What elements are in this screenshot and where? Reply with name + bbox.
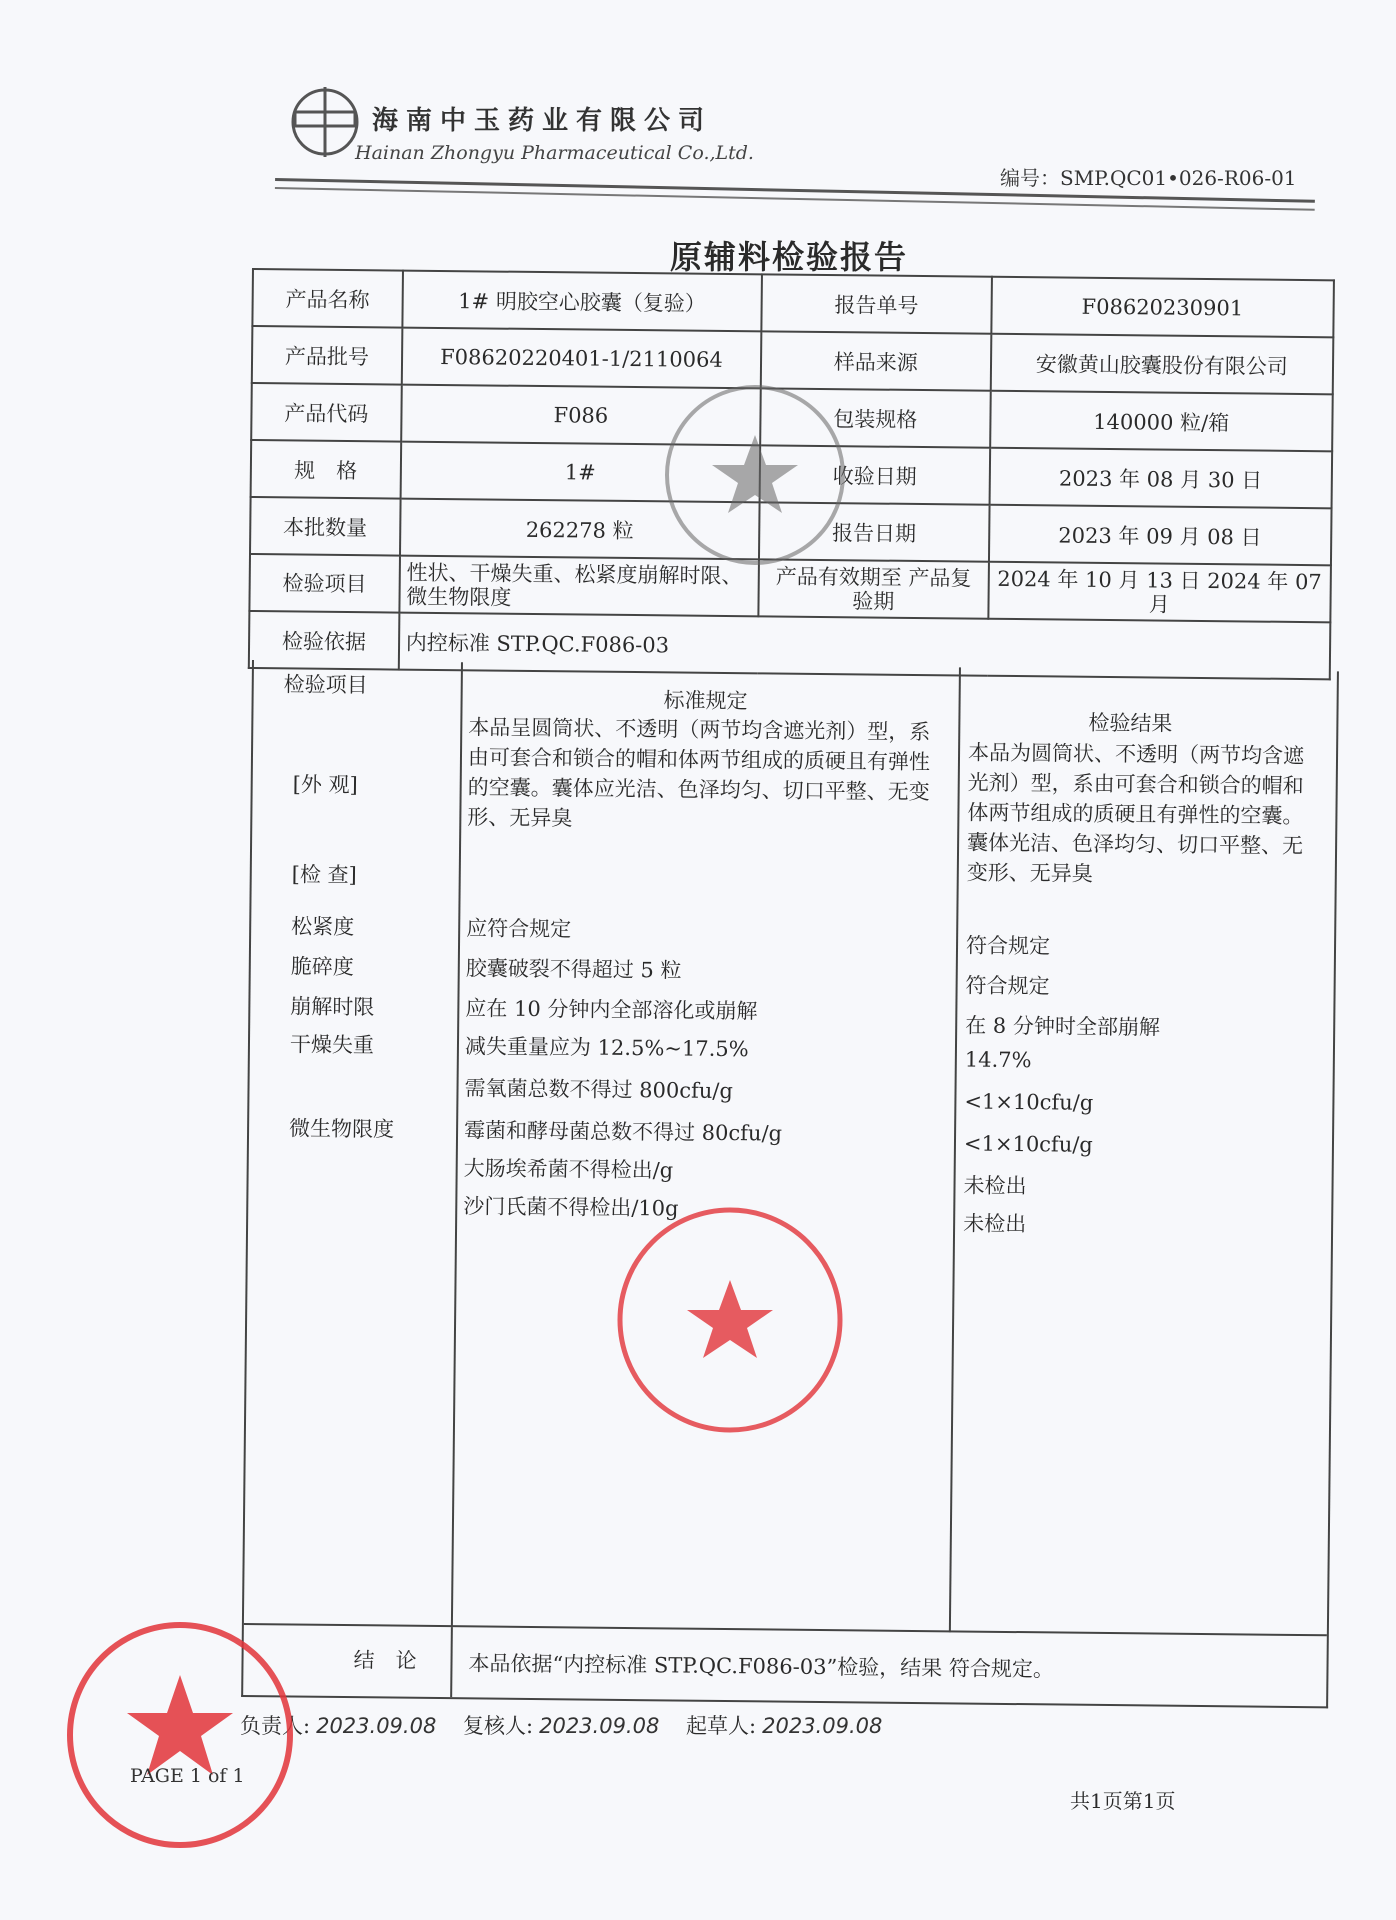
company-name-cn: 海南中玉药业有限公司 [372, 106, 713, 136]
value: 安徽黄山胶囊股份有限公司 [990, 334, 1333, 395]
col-item-header: 检验项目 [283, 672, 368, 698]
reviewer-label: 复核人: [463, 1714, 534, 1738]
appearance-label: [外 观] [292, 772, 358, 798]
label: 样品来源 [761, 331, 991, 390]
test-result: 符合规定 [965, 933, 1051, 959]
test-item: 微生物限度 [288, 1116, 395, 1142]
quality-stamp [610, 1200, 850, 1440]
test-standard: 应在 10 分钟内全部溶化或崩解 [465, 996, 758, 1024]
suzhou-stamp [60, 1615, 300, 1855]
company-name-en: Hainan Zhongyu Pharmaceutical Co.,Ltd. [355, 142, 754, 164]
drafter-date: 2023.09.08 [762, 1714, 883, 1738]
label: 本批数量 [250, 497, 400, 556]
test-item: 脆碎度 [290, 954, 354, 980]
value: 性状、干燥失重、松紧度崩解时限、微生物限度 [399, 556, 759, 617]
label: 收验日期 [760, 445, 990, 504]
drafter-label: 起草人: [686, 1714, 757, 1738]
responsible-label: 负责人: [240, 1714, 311, 1738]
test-item: 干燥失重 [289, 1032, 375, 1058]
page-note: PAGE 1 of 1 [130, 1765, 245, 1787]
test-result: 未检出 [963, 1211, 1027, 1237]
label: 产品批号 [252, 326, 402, 385]
value: 1# [400, 442, 760, 503]
conclusion-row [243, 1623, 1327, 1706]
label: 检验项目 [249, 554, 399, 613]
signature-line [240, 1710, 902, 1740]
test-standard: 沙门氏菌不得检出/10g [463, 1194, 679, 1221]
document-code: 编号：SMP.QC01•026-R06-01 [1000, 166, 1297, 190]
value: 262278 粒 [400, 499, 760, 560]
test-result: 符合规定 [965, 973, 1050, 999]
value: 内控标准 STP.QC.F086-03 [399, 613, 1331, 680]
test-standard: 减失重量应为 12.5%~17.5% [464, 1034, 749, 1062]
test-standard: 霉菌和酵母菌总数不得过 80cfu/g [463, 1118, 783, 1146]
check-label: [检 查] [291, 862, 357, 888]
company-logo-icon [290, 82, 360, 162]
label: 报告日期 [759, 502, 989, 561]
test-result: <1×10cfu/g [963, 1131, 1093, 1157]
label: 报告单号 [762, 274, 992, 333]
test-standard: 应符合规定 [466, 916, 572, 942]
test-result: 14.7% [964, 1047, 1032, 1073]
appearance-standard: 本品呈圆筒状、不透明（两节均含遮光剂）型，系由可套合和锁合的帽和体两节组成的质硬且有弹性的空囊。囊体应光洁、色泽均匀、切口平整、无变形、无异臭 [467, 715, 931, 831]
label: 产品有效期至 产品复验期 [759, 559, 989, 618]
conclusion-text: 本品依据“内控标准 STP.QC.F086-03”检验，结果 符合规定。 [468, 1651, 1055, 1682]
label: 产品名称 [252, 269, 402, 328]
inspection-stamp [660, 380, 850, 570]
value: 2024 年 10 月 13 日 2024 年 07 月 [988, 562, 1331, 623]
value: 1# 明胶空心胶囊（复验） [402, 271, 762, 332]
test-result: 在 8 分钟时全部崩解 [965, 1013, 1161, 1040]
value: F08620220401-1/2110064 [401, 328, 761, 389]
conclusion-label: 结 论 [353, 1648, 417, 1673]
label: 规 格 [251, 440, 401, 499]
test-result: <1×10cfu/g [964, 1089, 1094, 1115]
label: 包装规格 [760, 388, 990, 447]
report-title: 原辅料检验报告 [670, 238, 909, 276]
value: 140000 粒/箱 [990, 391, 1333, 452]
test-standard: 胶囊破裂不得超过 5 粒 [465, 956, 682, 983]
responsible-date: 2023.09.08 [316, 1714, 437, 1738]
test-item: 崩解时限 [290, 994, 375, 1020]
test-standard: 大肠埃希菌不得检出/g [463, 1156, 674, 1183]
col-result-header: 检验结果 [1088, 710, 1173, 736]
col-std-header: 标准规定 [663, 688, 748, 714]
page-count: 共1页第1页 [1070, 1789, 1176, 1813]
value: F08620230901 [991, 277, 1334, 338]
test-result: 未检出 [963, 1173, 1027, 1199]
value: 2023 年 09 月 08 日 [988, 505, 1331, 566]
test-item: 松紧度 [291, 914, 355, 940]
reviewer-date: 2023.09.08 [539, 1714, 660, 1738]
label: 检验依据 [249, 611, 399, 670]
appearance-result: 本品为圆筒状、不透明（两节均含遮光剂）型，系由可套合和锁合的帽和体两节组成的质硬且有弹性的空囊。囊体光洁、色泽均匀、切口平整、无变形、无异臭 [966, 740, 1305, 886]
inspection-body [241, 660, 1339, 1708]
value: 2023 年 08 月 30 日 [989, 448, 1332, 509]
label: 产品代码 [251, 383, 401, 442]
value: F086 [401, 385, 761, 446]
test-standard: 需氧菌总数不得过 800cfu/g [464, 1076, 733, 1104]
